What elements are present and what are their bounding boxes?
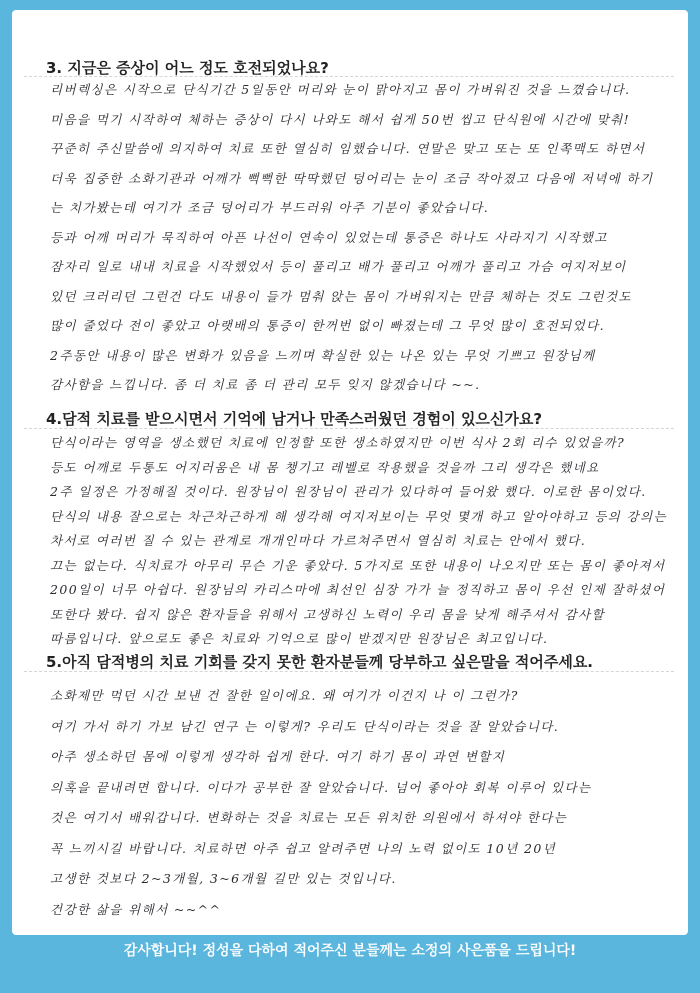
handwritten-line: 의혹을 끝내려면 합니다. 이다가 공부한 잘 알았습니다. 넘어 좋아야 회복 이루어 있다는 <box>50 779 592 795</box>
handwritten-line: 아주 생소하던 몸에 이렇게 생각하 쉽게 한다. 여기 하기 몸이 과연 변할지 <box>50 749 506 764</box>
rule <box>24 428 674 429</box>
handwritten-line: 꼭 느끼시길 바랍니다. 치료하면 아주 쉽고 알려주면 나의 노력 없이도 10년 20년 <box>50 840 557 856</box>
q3-title: 3. 지금은 증상이 어느 정도 호전되었나요? <box>46 59 329 77</box>
handwritten-line: 또한다 봤다. 쉽지 않은 환자들을 위해서 고생하신 노력이 우리 몸을 낮게 해주셔서 감사할 <box>50 606 605 622</box>
q5-title: 5.아직 담적병의 치료 기회를 갖지 못한 환자분들께 당부하고 싶은말을 적어주세요. <box>46 653 594 671</box>
handwritten-line: 등도 어깨로 두통도 어지러움은 내 몸 챙기고 레벨로 작용했을 것을까 그리 생각은 했네요 <box>50 459 600 475</box>
rule <box>24 671 674 672</box>
handwritten-line: 2주동안 내용이 많은 변화가 있음을 느끼며 확실한 있는 나온 있는 무엇 기쁘고 원장님께 <box>50 347 596 363</box>
footer-banner: 감사합니다! 정성을 다하여 적어주신 분들께는 소정의 사은품을 드립니다! <box>123 943 577 959</box>
handwritten-line: 따름입니다. 앞으로도 좋은 치료와 기억으로 많이 받겠지만 원장님은 최고입니다. <box>50 631 549 646</box>
handwritten-line: 단식의 내용 잘으로는 차근차근하게 해 생각해 여지저보이는 무엇 몇개 하고 알아야하고 등의 강의는 <box>50 508 667 524</box>
handwritten-line: 등과 어깨 머리가 묵직하여 아픈 나선이 연속이 있었는데 통증은 하나도 사라지기 시작했고 <box>50 229 608 245</box>
handwritten-line: 차서로 여러번 질 수 있는 관계로 개개인마다 가르쳐주면서 열심히 치료는 안에서 했다. <box>50 533 587 548</box>
handwritten-line: 많이 줄었다 전이 좋았고 아랫배의 통증이 한꺼번 없이 빠졌는데 그 무엇 많이 호전되었다. <box>50 318 605 333</box>
handwritten-line: 끄는 없는다. 식치료가 아무리 무슨 기운 좋았다. 5가지로 또한 내용이 나오지만 또는 몸이 좋아져서 <box>50 557 666 573</box>
handwritten-line: 200일이 너무 아쉽다. 원장님의 카리스마에 최선인 심장 가가 늘 정직하고 몸이 우선 인제 잘하셨어 <box>50 582 666 597</box>
handwritten-line: 는 치가봤는데 여기가 조금 덩어리가 부드러워 아주 기분이 좋았습니다. <box>50 200 490 215</box>
handwritten-line: 더욱 집중한 소화기관과 어깨가 뻑뻑한 딱딱했던 덩어리는 눈이 조금 작아졌고 다음에 저녁에 하기 <box>50 170 654 186</box>
q4-title: 4.담적 치료를 받으시면서 기억에 남거나 만족스러웠던 경험이 있으신가요? <box>46 410 543 428</box>
handwritten-line: 고생한 것보다 2~3개월, 3~6개월 길만 있는 것입니다. <box>50 871 397 886</box>
handwritten-line: 2주 일정은 가정해질 것이다. 원장님이 원장님이 관리가 있다하여 들어왔 했다. 이로한 몸이었다. <box>50 484 647 499</box>
handwritten-line: 리버렉싱은 시작으로 단식기간 5일동안 머리와 눈이 맑아지고 몸이 가벼워진 것을 느꼈습니다. <box>50 82 631 97</box>
handwritten-line: 건강한 삶을 위해서 ~~^^ <box>50 901 222 917</box>
survey-sheet <box>12 10 688 935</box>
rule <box>24 76 674 77</box>
handwritten-line: 단식이라는 영역을 생소했던 치료에 인정할 또한 생소하였지만 이번 식사 2회 리수 있었을까? <box>50 435 626 450</box>
handwritten-line: 꾸준히 주신말씀에 의지하여 치료 또한 열심히 임했습니다. 연말은 맞고 또는 또 인쪽맥도 하면서 <box>50 141 646 156</box>
handwritten-line: 잠자리 일로 내내 치료을 시작했었서 등이 풀리고 배가 풀리고 어깨가 풀리고 가슴 여지저보이 <box>50 259 627 274</box>
handwritten-line: 미음을 먹기 시작하여 체하는 증상이 다시 나와도 해서 쉽게 50번 씹고 단식원에 시간에 맞춰! <box>50 111 631 127</box>
handwritten-line: 소화제만 먹던 시간 보낸 건 잘한 일이에요. 왜 여기가 이건지 나 이 그런가? <box>50 688 519 703</box>
handwritten-line: 것은 여기서 배워갑니다. 변화하는 것을 치료는 모든 위치한 의원에서 하셔야 한다는 <box>50 810 568 825</box>
handwritten-line: 감사함을 느낍니다. 좀 더 치료 좀 더 관리 모두 잊지 않겠습니다 ~~. <box>50 377 481 392</box>
handwritten-line: 여기 가서 하기 가보 남긴 연구 는 이렇게? 우리도 단식이라는 것을 잘 알았습니다. <box>50 718 560 734</box>
handwritten-line: 있던 크러리던 그런건 다도 내용이 들가 멈춰 앉는 몸이 가벼워지는 만큼 체하는 것도 그런것도 <box>50 288 632 304</box>
